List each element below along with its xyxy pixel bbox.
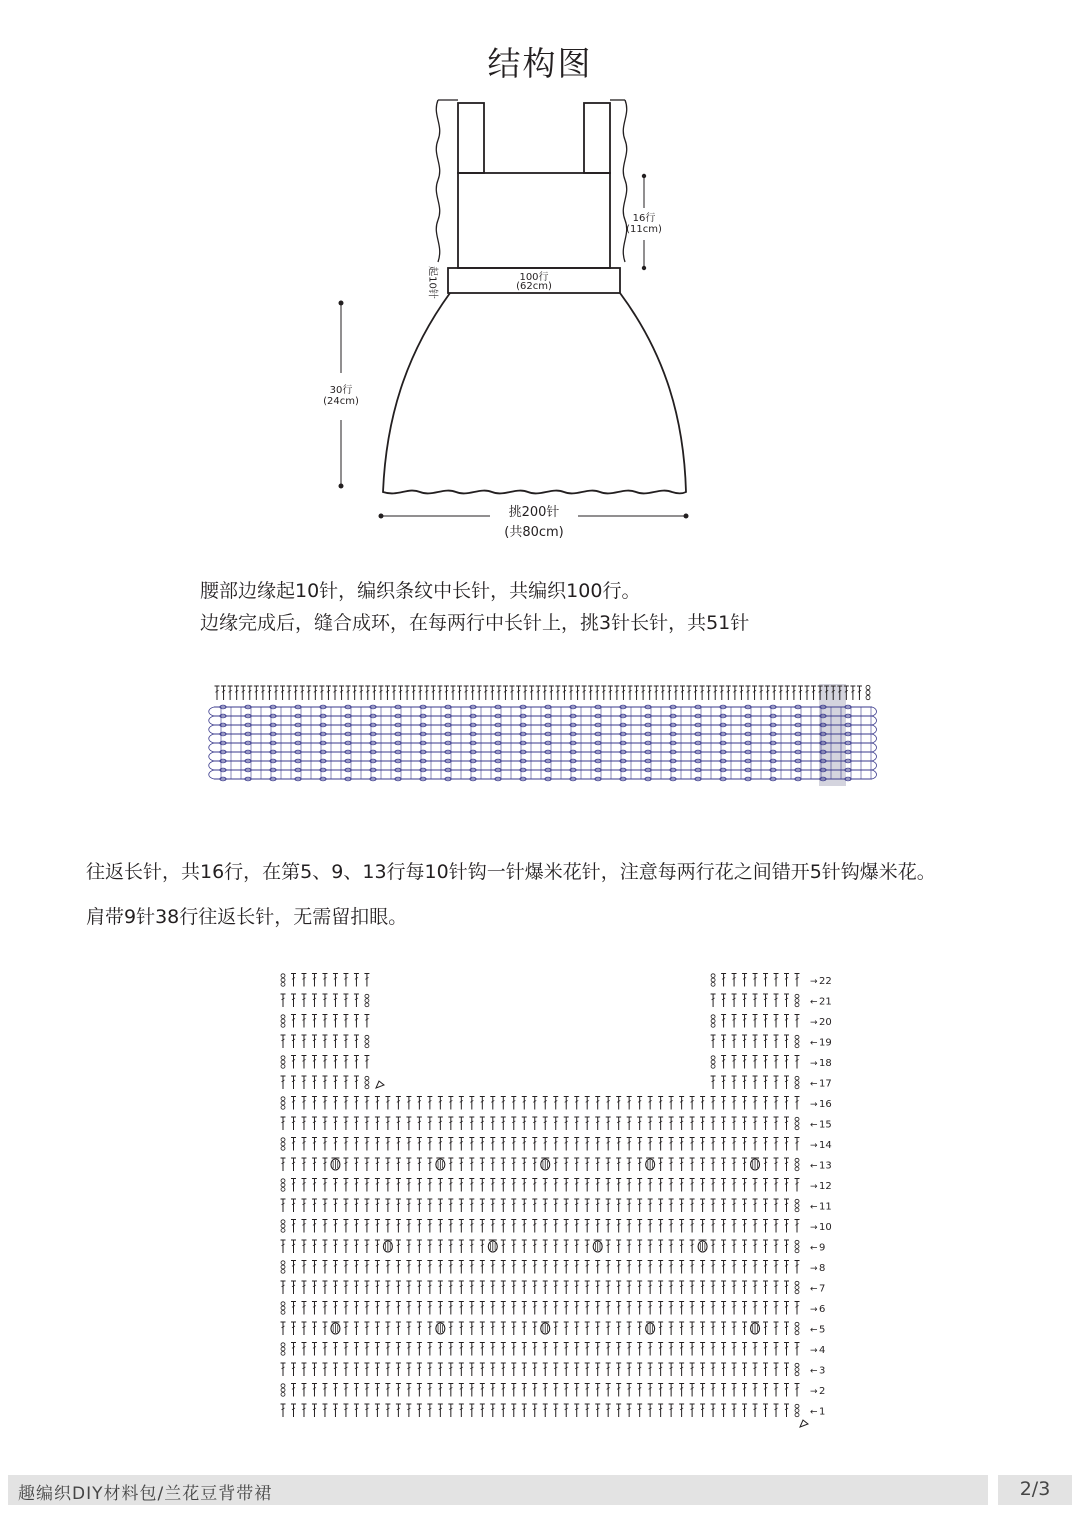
skirt-outline <box>383 293 686 494</box>
row-number-label: 19 <box>819 1037 832 1049</box>
row-number-label: 18 <box>819 1058 832 1069</box>
page-number: 2/3 <box>1019 1478 1051 1500</box>
row-number-label: 13 <box>819 1160 832 1172</box>
row-number-label: 21 <box>819 996 832 1008</box>
row-number-label: 1 <box>819 1406 826 1418</box>
row-direction-icon: → <box>810 1223 818 1233</box>
row-direction-icon: → <box>810 1305 818 1315</box>
row-direction-icon: ← <box>810 997 818 1008</box>
row-direction-icon: → <box>810 1264 818 1274</box>
row-number-label: 9 <box>819 1242 826 1254</box>
row-direction-icon: ← <box>810 1079 818 1090</box>
chart-row-6 <box>281 1302 800 1315</box>
page-title: 结构图 <box>487 44 593 83</box>
chart-row-18 <box>281 1056 800 1069</box>
row-direction-icon: ← <box>810 1243 818 1254</box>
start-marker-icon <box>800 1420 808 1427</box>
chart-row-1 <box>281 1404 800 1417</box>
chart-row-10 <box>281 1220 800 1233</box>
chart-row-8 <box>281 1261 800 1274</box>
chart-row-9 <box>281 1240 800 1253</box>
bodice-rows-label: 16行 <box>632 213 656 224</box>
row-number-label: 3 <box>819 1365 826 1377</box>
bodice-height-label: (11cm) <box>626 224 662 235</box>
chart-row-17 <box>281 1076 800 1089</box>
row-direction-icon: → <box>810 1018 818 1028</box>
row-number-label: 5 <box>819 1324 826 1336</box>
row-direction-icon: ← <box>810 1038 818 1049</box>
row-direction-icon: ← <box>810 1120 818 1131</box>
left-strap <box>458 103 484 173</box>
row-number-label: 16 <box>819 1099 832 1110</box>
chart-row-3 <box>281 1363 800 1376</box>
bodice-stitch-chart <box>0 960 1080 1440</box>
hem-stitches-label: 挑200针 <box>508 505 560 520</box>
row-direction-icon: → <box>810 977 818 987</box>
chart-row-21 <box>281 994 800 1007</box>
row-direction-icon: ← <box>810 1161 818 1172</box>
chart-row-4 <box>281 1343 800 1356</box>
chart-row-5 <box>281 1322 800 1335</box>
waist-start-label: 起10针 <box>426 266 438 299</box>
waist-note-line1: 腰部边缘起10针，编织条纹中长针，共编织100行。 <box>200 580 641 602</box>
row-number-label: 17 <box>819 1078 832 1090</box>
row-direction-icon: → <box>810 1182 818 1192</box>
chart-row-7 <box>281 1281 800 1294</box>
footer-label: 趣编织DIY材料包/兰花豆背带裙 <box>18 1484 273 1504</box>
row-direction-icon: → <box>810 1387 818 1397</box>
chart-row-13 <box>281 1158 800 1171</box>
row-direction-icon: ← <box>810 1366 818 1377</box>
chart-row-11 <box>281 1199 800 1212</box>
chart-row-12 <box>281 1179 800 1192</box>
row-number-label: 4 <box>819 1345 826 1356</box>
row-direction-icon: → <box>810 1346 818 1356</box>
row-number-label: 15 <box>819 1119 832 1131</box>
waist-rows-label: 100行 <box>519 272 549 283</box>
right-ruffle <box>623 100 626 262</box>
row-number-label: 7 <box>819 1283 826 1295</box>
row-direction-icon: → <box>810 1059 818 1069</box>
row-number-label: 11 <box>819 1201 832 1213</box>
row-number-label: 8 <box>819 1263 826 1274</box>
bodice-panel <box>458 173 610 268</box>
skirt-rows-label: 30行 <box>329 385 353 396</box>
chart-row-15 <box>281 1117 800 1130</box>
bodice-note-line2: 肩带9针38行往返长针，无需留扣眼。 <box>86 906 408 928</box>
bodice-note-line1: 往返长针，共16行，在第5、9、13行每10针钩一针爆米花针，注意每两行花之间错开5针钩爆米花。 <box>86 861 936 883</box>
hem-width-label: (共80cm) <box>504 525 564 540</box>
row-direction-icon: → <box>810 1100 818 1110</box>
skirt-height-label: (24cm) <box>323 396 359 407</box>
row-direction-icon: ← <box>810 1284 818 1295</box>
row-number-label: 22 <box>819 976 832 987</box>
row-number-label: 12 <box>819 1181 832 1192</box>
left-ruffle <box>436 100 439 262</box>
row-number-label: 20 <box>819 1017 832 1028</box>
chart-row-22 <box>281 974 800 987</box>
waist-top-treble-row <box>215 685 871 700</box>
row-direction-icon: ← <box>810 1407 818 1418</box>
chart-row-2 <box>281 1384 800 1397</box>
chart-row-19 <box>281 1035 800 1048</box>
chart-row-16 <box>281 1097 800 1110</box>
chart-highlight <box>819 684 846 786</box>
waistband-stitch-chart <box>0 670 1080 800</box>
waist-note-line2: 边缘完成后，缝合成环，在每两行中长针上，挑3针长针，共51针 <box>200 612 750 634</box>
row-number-label: 2 <box>819 1386 826 1397</box>
chart-row-14 <box>281 1138 800 1151</box>
row-number-label: 14 <box>819 1140 832 1151</box>
row-direction-icon: → <box>810 1141 818 1151</box>
chart-row-20 <box>281 1015 800 1028</box>
waist-stripe-rows <box>214 705 872 781</box>
right-strap <box>584 103 610 173</box>
row-direction-icon: ← <box>810 1202 818 1213</box>
strap-start-marker-icon <box>376 1081 384 1088</box>
row-number-label: 6 <box>819 1304 826 1315</box>
waist-length-label: (62cm) <box>516 281 552 292</box>
row-number-label: 10 <box>819 1222 832 1233</box>
row-direction-icon: ← <box>810 1325 818 1336</box>
